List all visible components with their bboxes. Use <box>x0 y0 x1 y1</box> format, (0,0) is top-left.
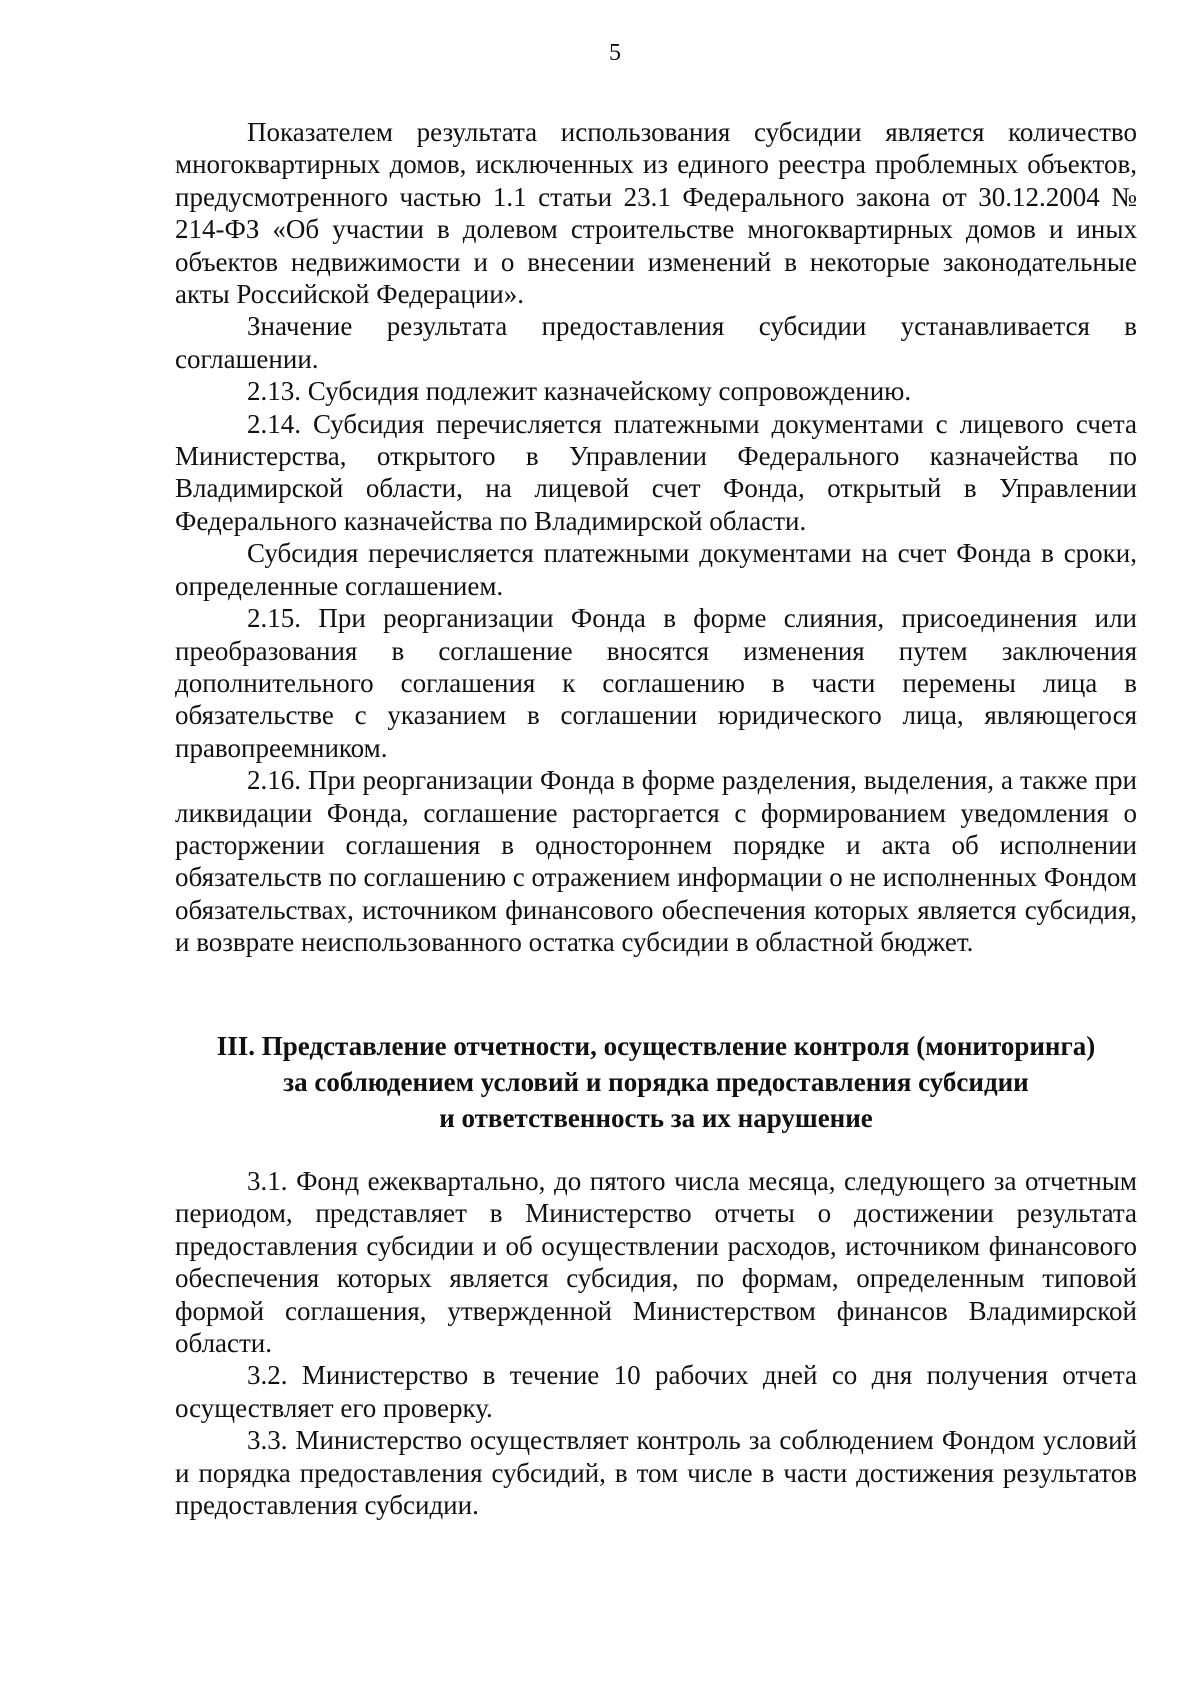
paragraph-transfer-terms: Субсидия перечисляется платежными документами на счет Фонда в сроки, определенные соглашением. <box>175 538 1137 601</box>
paragraph-3-1: 3.1. Фонд ежеквартально, до пятого числа месяца, следующего за отчетным периодом, представляет в Министерство отчеты о достижении результата предоставления субсидии и об осуществлении расходов, источником финансового обеспечения которых является субсидия, по формам, определенным типовой формой соглашения, утвержденной Министерством финансов Владимирской области. <box>175 1166 1137 1359</box>
paragraph-2-16: 2.16. При реорганизации Фонда в форме разделения, выделения, а также при ликвидации Фонда, соглашение расторгается с формированием уведомления о расторжении соглашения в одностороннем порядке и акта об исполнении обязательств по соглашению с отражением информации о не исполненных Фондом обязательствах, источником финансового обеспечения которых является субсидия, и возврате неиспользованного остатка субсидии в областной бюджет. <box>175 765 1137 958</box>
paragraph-result-indicator: Показателем результата использования субсидии является количество многоквартирных домов, исключенных из единого реестра проблемных объектов, предусмотренного частью 1.1 статьи 23.1 Федерального закона от 30.12.2004 № 214-ФЗ «Об участии в долевом строительстве многоквартирных домов и иных объектов недвижимости и о внесении изменений в некоторые законодательные акты Российской Федерации». <box>175 117 1137 310</box>
text-block-section-3 <box>175 1165 1137 1521</box>
paragraph-3-2: 3.2. Министерство в течение 10 рабочих дней со дня получения отчета осуществляет его проверку. <box>175 1360 1137 1423</box>
section-heading-line-1: III. Представление отчетности, осуществление контроля (мониторинга) <box>216 1031 1096 1061</box>
paragraph-2-14: 2.14. Субсидия перечисляется платежными документами с лицевого счета Министерства, открытого в Управлении Федерального казначейства по Владимирской области, на лицевой счет Фонда, открытый в Управлении Федерального казначейства по Владимирской области. <box>175 408 1137 536</box>
paragraph-2-13: 2.13. Субсидия подлежит казначейскому сопровождению. <box>247 376 912 407</box>
section-heading-line-3: и ответственность за их нарушение <box>439 1103 873 1133</box>
section-heading <box>175 1028 1137 1136</box>
page-number: 5 <box>609 40 621 66</box>
paragraph-3-3: 3.3. Министерство осуществляет контроль за соблюдением Фондом условий и порядка предоставления субсидий, в том числе в части достижения результатов предоставления субсидии. <box>175 1425 1137 1521</box>
text-block-section-2 <box>175 116 1137 959</box>
section-heading-line-2: за соблюдением условий и порядка предоставления субсидии <box>283 1067 1029 1097</box>
paragraph-2-15: 2.15. При реорганизации Фонда в форме слияния, присоединения или преобразования в соглашение вносятся изменения путем заключения дополнительного соглашения к соглашению в части перемены лица в обязательстве с указанием в соглашении юридического лица, являющегося правопреемником. <box>175 603 1137 763</box>
paragraph-result-value: Значение результата предоставления субсидии устанавливается в соглашении. <box>175 311 1137 374</box>
